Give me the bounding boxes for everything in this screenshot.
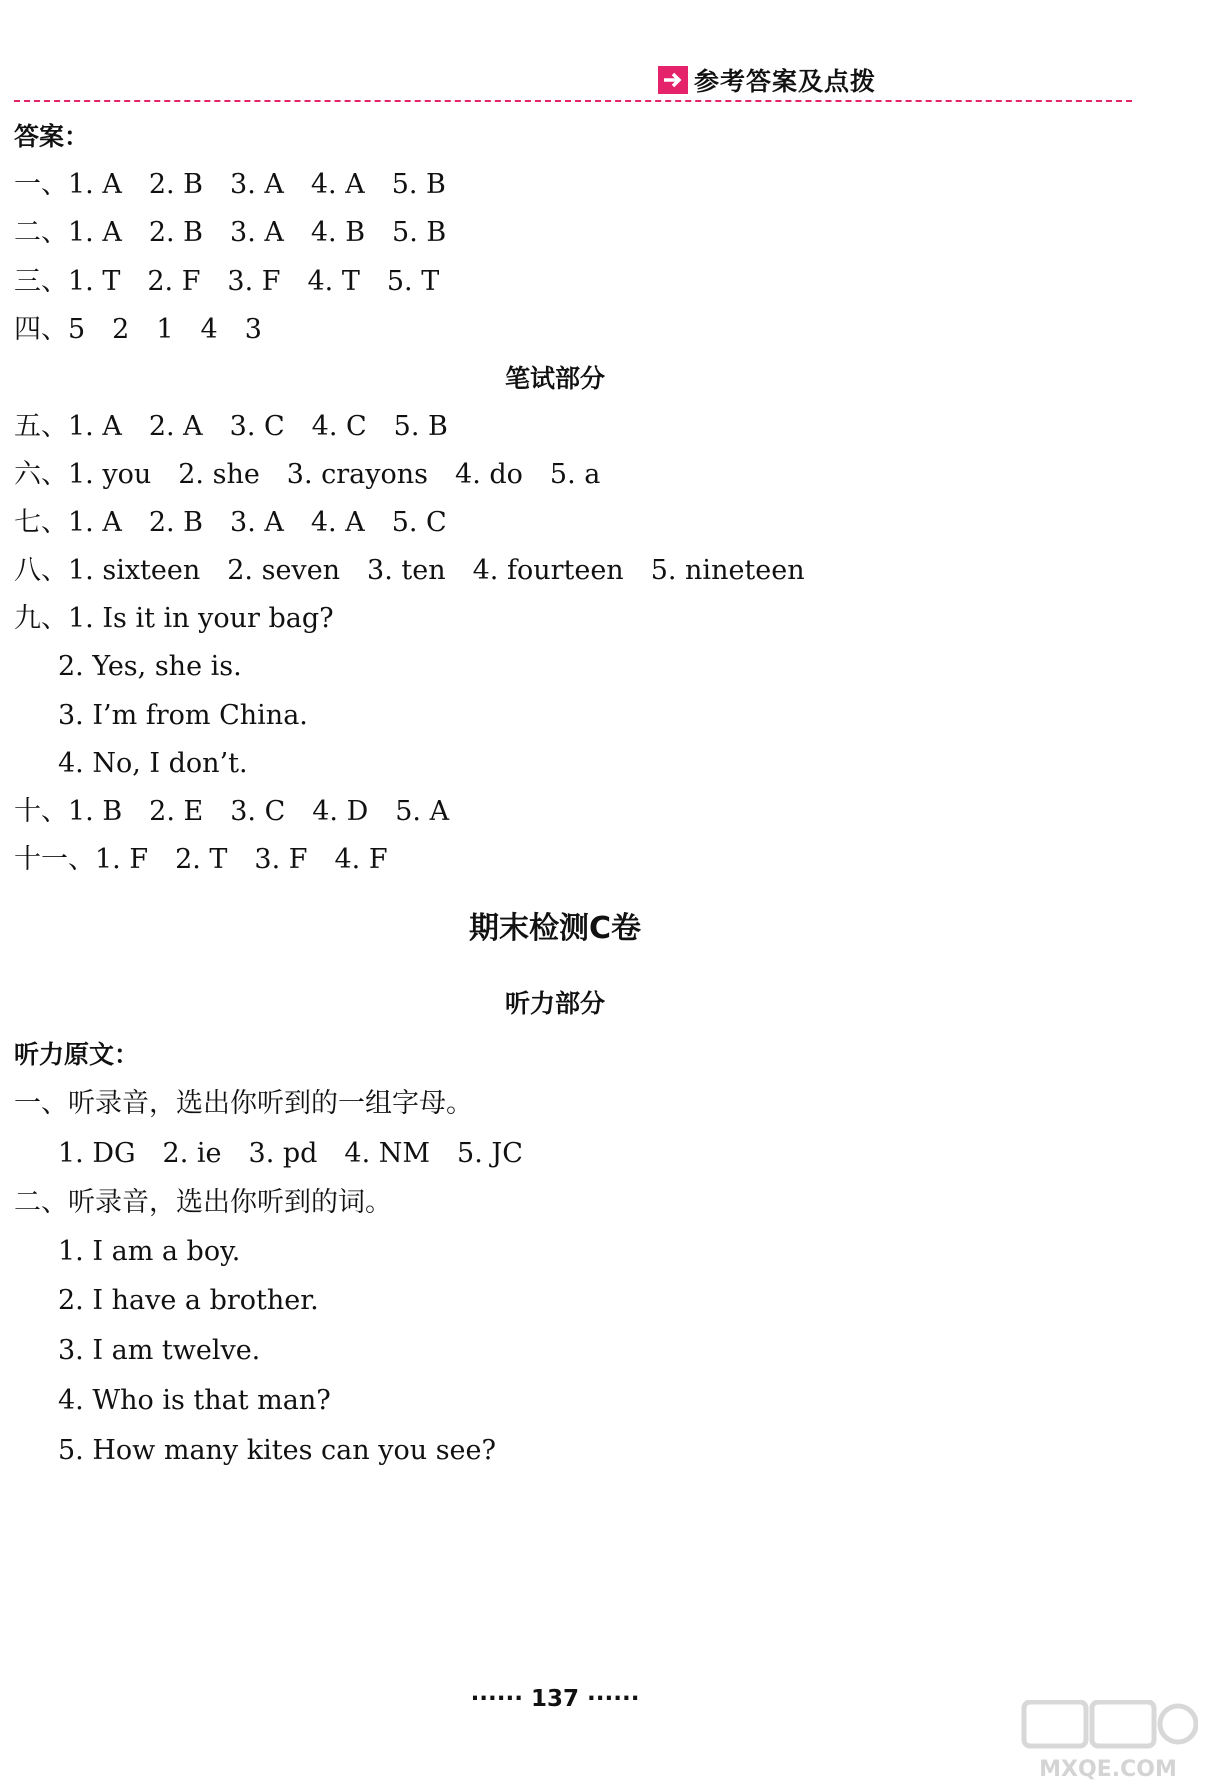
transcript-line: 1. I am a boy.	[58, 1236, 241, 1267]
page-number: ······ 137 ······	[470, 1686, 640, 1712]
answer-line: 3. I’m from China.	[58, 700, 308, 731]
transcript-line: 4. Who is that man?	[58, 1385, 331, 1416]
transcript-line: 1. DG 2. ie 3. pd 4. NM 5. JC	[58, 1138, 523, 1169]
answer-line: 4. No, I don’t.	[58, 748, 248, 779]
arrow-right-icon	[658, 66, 688, 94]
answer-line: 七、1. A 2. B 3. A 4. A 5. C	[14, 507, 447, 538]
watermark-logo	[1018, 1700, 1198, 1784]
answer-line: 十、1. B 2. E 3. C 4. D 5. A	[14, 796, 450, 827]
transcript-line: 2. I have a brother.	[58, 1285, 319, 1316]
answer-line: 八、1. sixteen 2. seven 3. ten 4. fourteen 5. nineteen	[14, 555, 805, 586]
answer-line: 三、1. T 2. F 3. F 4. T 5. T	[14, 266, 440, 297]
exam-title: 期末检测C卷	[468, 911, 642, 946]
answer-line: 二、1. A 2. B 3. A 4. B 5. B	[14, 217, 447, 248]
section-heading-listening: 听力部分	[504, 989, 605, 1018]
answer-line: 2. Yes, she is.	[58, 651, 242, 682]
answers-label: 答案：	[14, 122, 90, 151]
header-title: 参考答案及点拨	[694, 67, 877, 96]
answer-line: 九、1. Is it in your bag?	[14, 603, 334, 634]
answer-line: 六、1. you 2. she 3. crayons 4. do 5. a	[14, 459, 601, 490]
transcript-line: 5. How many kites can you see?	[58, 1435, 496, 1466]
transcript-line: 二、听录音，选出你听到的词。	[14, 1187, 392, 1218]
answer-line: 十一、1. F 2. T 3. F 4. F	[14, 844, 388, 875]
transcript-line: 一、听录音，选出你听到的一组字母。	[14, 1088, 473, 1119]
page-header	[658, 62, 876, 98]
answer-line: 四、5 2 1 4 3	[14, 314, 262, 345]
section-heading-written: 笔试部分	[504, 364, 605, 393]
watermark-text: MXQE.COM	[1039, 1757, 1177, 1782]
answer-line: 五、1. A 2. A 3. C 4. C 5. B	[14, 411, 448, 442]
transcript-label: 听力原文：	[14, 1040, 140, 1069]
answer-line: 一、1. A 2. B 3. A 4. A 5. B	[14, 169, 446, 200]
transcript-line: 3. I am twelve.	[58, 1335, 261, 1366]
header-divider	[14, 100, 1132, 102]
